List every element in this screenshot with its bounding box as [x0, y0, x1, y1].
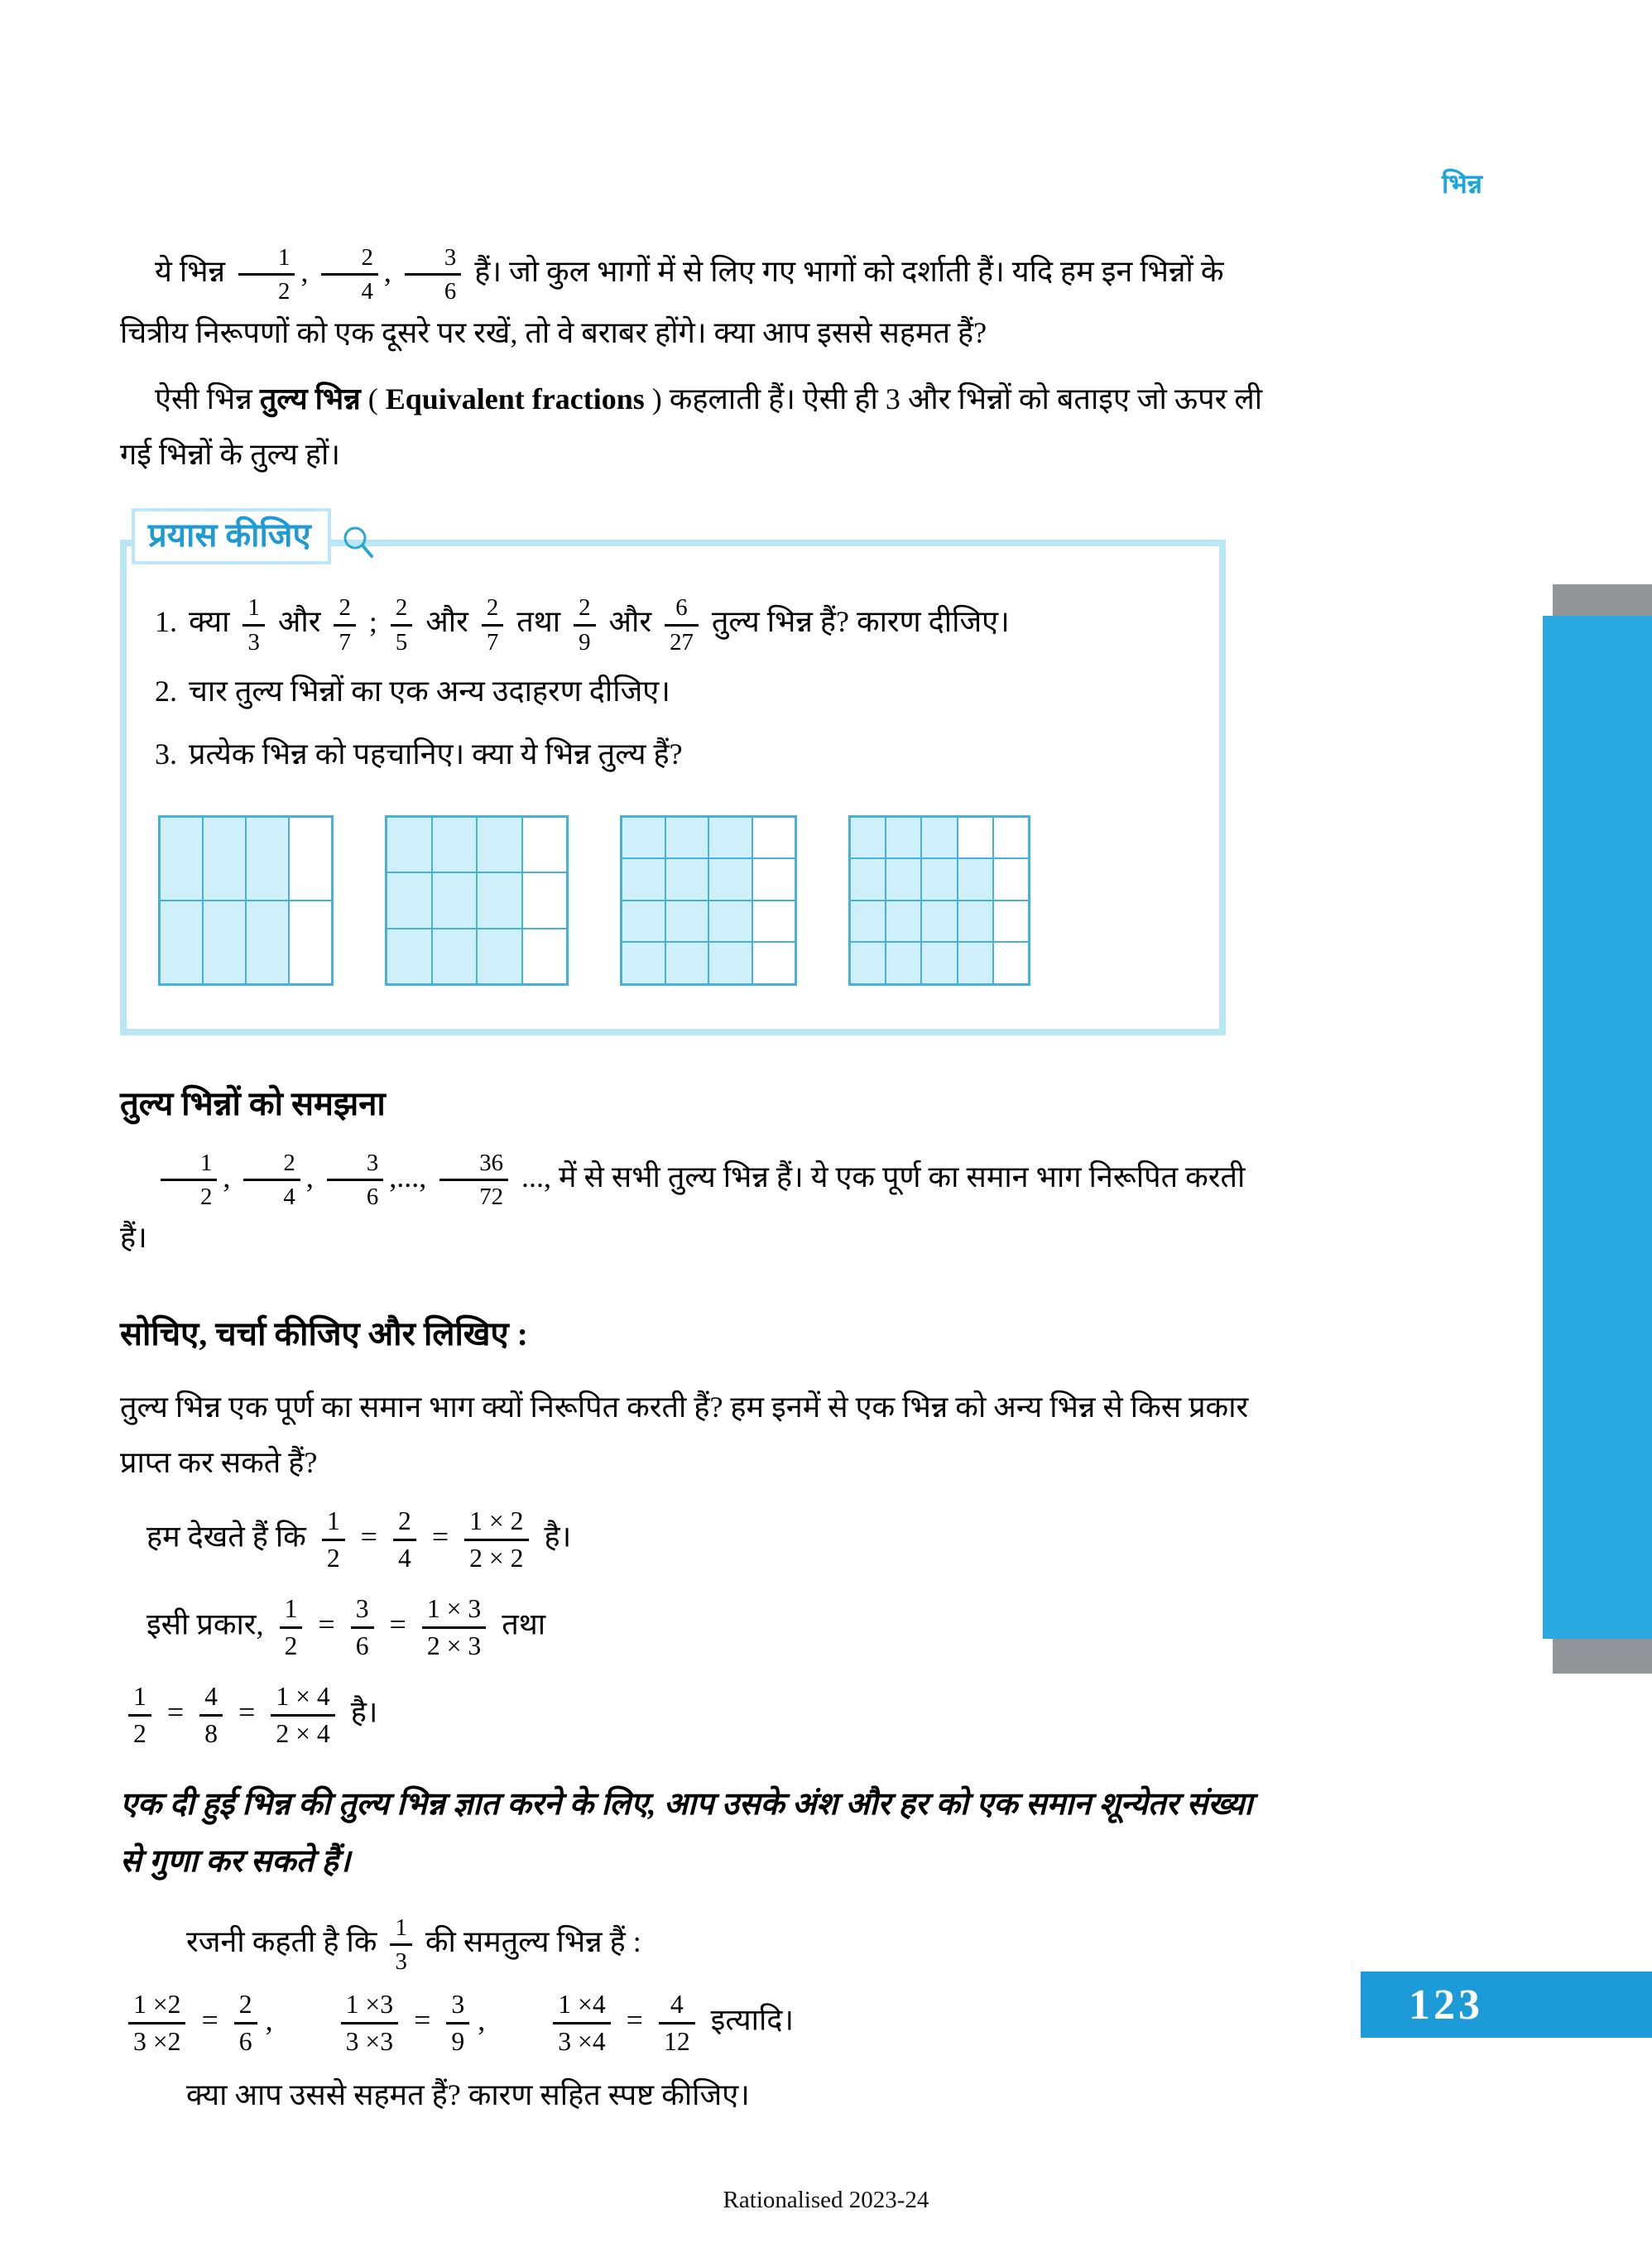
- grid-cell: [850, 817, 886, 859]
- grid-cell: [958, 942, 993, 984]
- grid-cell: [522, 817, 568, 872]
- try-item-3: [155, 727, 1191, 782]
- equivalent-fraction-rule: एक दी हुई भिन्न की तुल्य भिन्न ज्ञात करने के लिए, आप उसके अंश और हर को एक समान शून्येतर संख्या से गुणा कर सकते हैं।: [120, 1787, 1253, 1879]
- fraction: $\frac{2}{4}$: [243, 1150, 300, 1211]
- equation-line-3: $\frac{1}{2}$ = $\frac{4}{8}$ = $\frac{1 \times 4}{2 \times 4}$ है।: [120, 1682, 1279, 1748]
- grid-cell: [522, 929, 568, 984]
- try-box-title: प्रयास कीजिए: [132, 508, 331, 564]
- fraction: $\frac{1 \times 3}{2 \times 3}$: [422, 1594, 486, 1660]
- fraction: $\frac{1 \times 2}{2 \times 2}$: [464, 1506, 528, 1573]
- fraction: $\frac{1 \times 2}{3 \times 2}$: [128, 1990, 185, 2056]
- grid-cell: [993, 942, 1029, 984]
- fraction: $\frac{3}{9}$: [446, 1990, 469, 2056]
- grid-cell: [246, 901, 289, 984]
- grid-cell: [387, 929, 432, 984]
- decorative-gray-bar-bottom: [1553, 1639, 1652, 1674]
- grid-cell: [752, 817, 796, 859]
- grid-cell: [993, 901, 1029, 943]
- grid-cell: [993, 858, 1029, 901]
- understanding-line: $\frac{1}{2}$ , $\frac{2}{4}$ , $\frac{3}{6}$ ,..., $\frac{36}{72}$ ..., में से सभी तुल्य भिन्न हैं। ये एक पूर्ण का समान भाग निरूपित करती हैं।: [120, 1149, 1246, 1255]
- grid-cell: [921, 901, 957, 943]
- fraction: $\frac{4}{8}$: [199, 1682, 223, 1748]
- fraction-grid-2: [385, 815, 569, 986]
- grid-cell: [622, 817, 665, 859]
- grid-cell: [752, 942, 796, 984]
- think-discuss-paragraph: तुल्य भिन्न एक पूर्ण का समान भाग क्यों निरूपित करती हैं? हम इनमें से एक भिन्न को अन्य भिन्न से किस प्रकार प्राप्त कर सकते हैं?: [120, 1390, 1249, 1479]
- fraction: $\frac{1 \times 4}{3 \times 4}$: [553, 1990, 610, 2056]
- item-text: क्या $\frac{1}{3}$ और $\frac{2}{7}$ ; $\frac{2}{5}$ और $\frac{2}{7}$ तथा $\frac{2}{9}$ और $\frac{6}{27}$ तुल्य भिन्न हैं? कारण दीजिए।: [189, 594, 1010, 656]
- grid-cell: [708, 942, 752, 984]
- grid-cell: [886, 942, 921, 984]
- fraction: $\frac{1}{2}$: [238, 244, 295, 305]
- try-these-box: [120, 516, 1226, 1035]
- grid-cell: [387, 817, 432, 872]
- main-content: [120, 244, 1279, 2123]
- grid-cell: [432, 817, 478, 872]
- fraction: $\frac{2}{7}$: [334, 594, 355, 656]
- grid-cell: [886, 858, 921, 901]
- decorative-gray-bar-top: [1553, 584, 1652, 616]
- grid-cell: [522, 872, 568, 928]
- grid-cell: [160, 901, 203, 984]
- grid-cell: [622, 901, 665, 943]
- fraction: $\frac{3}{6}$: [351, 1594, 374, 1660]
- fraction: $\frac{4}{12}$: [659, 1990, 695, 2056]
- grid-cell: [752, 858, 796, 901]
- footer-note: Rationalised 2023-24: [723, 2187, 929, 2213]
- item-text: चार तुल्य भिन्नों का एक अन्य उदाहरण दीजिए।: [189, 674, 670, 708]
- grid-cell: [886, 817, 921, 859]
- grid-cell: [850, 858, 886, 901]
- fraction: $\frac{6}{27}$: [665, 594, 699, 656]
- grid-cell: [665, 817, 709, 859]
- fraction-grid-4: [848, 815, 1030, 986]
- think-discuss-heading: सोचिए, चर्चा कीजिए और लिखिए :: [120, 1315, 528, 1353]
- grid-cell: [246, 817, 289, 901]
- grid-cell: [993, 817, 1029, 859]
- grid-cell: [622, 858, 665, 901]
- grid-cell: [752, 901, 796, 943]
- item-number: 2.: [155, 674, 177, 708]
- try-item-2: [155, 664, 1191, 719]
- grid-cell: [958, 901, 993, 943]
- fraction: $\frac{36}{72}$: [439, 1150, 508, 1211]
- grid-cell: [665, 858, 709, 901]
- fraction: $\frac{2}{5}$: [391, 594, 412, 656]
- chapter-header: भिन्न: [1441, 169, 1482, 199]
- grid-cell: [160, 817, 203, 901]
- fraction: $\frac{2}{4}$: [393, 1506, 416, 1573]
- grid-cell: [432, 872, 478, 928]
- understanding-heading: तुल्य भिन्नों को समझना: [120, 1084, 386, 1122]
- grid-cell: [622, 942, 665, 984]
- grid-cell: [203, 817, 246, 901]
- page-number: 123: [1409, 1981, 1483, 2029]
- rajani-statement: रजनी कहती है कि $\frac{1}{3}$ की समतुल्य भिन्न हैं :: [186, 1914, 641, 1976]
- bold-text: तुल्य भिन्न: [259, 382, 361, 416]
- fraction-grid-1: [158, 815, 334, 986]
- fraction: $\frac{2}{7}$: [482, 594, 503, 656]
- grid-cell: [289, 817, 332, 901]
- grid-cell: [708, 858, 752, 901]
- equation-line-1: हम देखते हैं कि $\frac{1}{2}$ = $\frac{2}{4}$ = $\frac{1 \times 2}{2 \times 2}$ है।: [146, 1506, 572, 1573]
- grid-cell: [921, 858, 957, 901]
- item-text: प्रत्येक भिन्न को पहचानिए। क्या ये भिन्न तुल्य हैं?: [189, 737, 683, 771]
- fraction: $\frac{1 \times 3}{3 \times 3}$: [341, 1990, 398, 2056]
- grid-cell: [665, 901, 709, 943]
- grid-cell: [921, 817, 957, 859]
- grid-cell: [477, 817, 522, 872]
- grid-cell: [432, 929, 478, 984]
- magnifier-icon: [339, 523, 377, 561]
- fraction-grid-3: [620, 815, 797, 986]
- try-item-1: [155, 594, 1191, 656]
- grid-cell: [850, 942, 886, 984]
- try-box-header: [132, 508, 377, 564]
- intro-paragraph-2: ऐसी भिन्न तुल्य भिन्न ( Equivalent fractions ) कहलाती हैं। ऐसी ही 3 और भिन्नों को बताइए जो ऊपर ली गई भिन्नों के तुल्य हों।: [120, 382, 1263, 471]
- fraction: $\frac{3}{6}$: [327, 1150, 383, 1211]
- grid-cell: [958, 858, 993, 901]
- final-question: क्या आप उससे सहमत हैं? कारण सहित स्पष्ट कीजिए।: [186, 2078, 750, 2112]
- grid-cell: [886, 901, 921, 943]
- page-number-box: [1361, 1972, 1652, 2038]
- grid-cell: [665, 942, 709, 984]
- bold-text: Equivalent fractions: [385, 382, 645, 416]
- fraction: $\frac{2}{4}$: [321, 244, 377, 305]
- grid-cell: [958, 817, 993, 859]
- fraction: $\frac{2}{6}$: [234, 1990, 257, 2056]
- grid-cell: [477, 929, 522, 984]
- item-number: 3.: [155, 737, 177, 771]
- fraction: $\frac{1 \times 4}{2 \times 4}$: [271, 1682, 334, 1748]
- grid-cell: [708, 901, 752, 943]
- fraction: $\frac{3}{6}$: [405, 244, 461, 305]
- fraction: $\frac{1}{2}$: [280, 1594, 303, 1660]
- fraction: $\frac{2}{9}$: [574, 594, 595, 656]
- grid-cell: [921, 942, 957, 984]
- fraction-grids: [158, 815, 1191, 986]
- grid-cell: [387, 872, 432, 928]
- fraction: $\frac{1}{3}$: [243, 594, 264, 656]
- rajani-equations: $\frac{1 \times 2}{3 \times 2}$ = $\frac{2}{6}$ , $\frac{1 \times 3}{3 \times 3}$ = $\frac{3}{9}$ , $\frac{1 \times 4}{3 \times 4}$ = $\frac{4}{12}$ इत्यादि।: [120, 1990, 1279, 2056]
- equation-line-2: इसी प्रकार, $\frac{1}{2}$ = $\frac{3}{6}$ = $\frac{1 \times 3}{2 \times 3}$ तथा: [146, 1594, 546, 1660]
- grid-cell: [850, 901, 886, 943]
- grid-cell: [289, 901, 332, 984]
- fraction: $\frac{1}{2}$: [322, 1506, 345, 1573]
- grid-cell: [477, 872, 522, 928]
- fraction: $\frac{1}{2}$: [128, 1682, 151, 1748]
- grid-cell: [203, 901, 246, 984]
- fraction: $\frac{1}{3}$: [390, 1914, 411, 1976]
- item-number: 1.: [155, 605, 177, 639]
- fraction: $\frac{1}{2}$: [161, 1150, 217, 1211]
- decorative-blue-side-bar: [1543, 616, 1652, 1639]
- grid-cell: [708, 817, 752, 859]
- intro-paragraph-1: ये भिन्न $\frac{1}{2}$ , $\frac{2}{4}$ , $\frac{3}{6}$ हैं। जो कुल भागों में से लिए गए भागों को दर्शाती हैं। यदि हम इन भिन्नों के चित्रीय निरूपणों को एक दूसरे पर रखें, तो वे बराबर होंगे। क्या आप इससे सहमत हैं?: [120, 244, 1224, 349]
